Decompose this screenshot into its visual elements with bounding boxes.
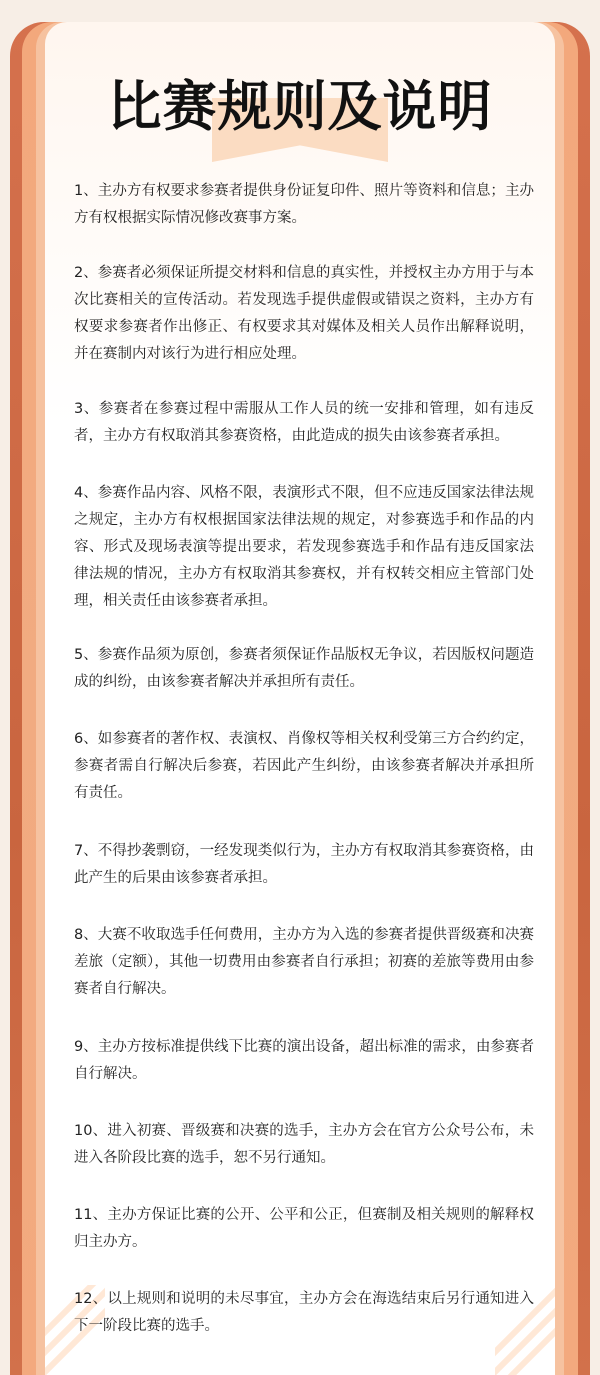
rule-item-6: 6、如参赛者的著作权、表演权、肖像权等相关权利受第三方合约约定，参赛者需自行解决后参赛，若因此产生纠纷，由该参赛者解决并承担所有责任。: [74, 731, 534, 801]
title-block: [0, 72, 600, 142]
rule-item-3: 3、参赛者在参赛过程中需服从工作人员的统一安排和管理，如有违反者，主办方有权取消其参赛资格，由此造成的损失由该参赛者承担。: [74, 401, 534, 444]
rule-item-1: 1、主办方有权要求参赛者提供身份证复印件、照片等资料和信息；主办方有权根据实际情况修改赛事方案。: [74, 183, 534, 226]
rule-item-8: 8、大赛不收取选手任何费用，主办方为入选的参赛者提供晋级赛和决赛差旅（定额），其他一切费用由参赛者自行承担；初赛的差旅等费用由参赛者自行解决。: [74, 927, 534, 997]
rule-item-10: 10、进入初赛、晋级赛和决赛的选手，主办方会在官方公众号公布，未进入各阶段比赛的选手，恕不另行通知。: [74, 1123, 534, 1166]
rule-item-4: 4、参赛作品内容、风格不限，表演形式不限，但不应违反国家法律法规之规定，主办方有权根据国家法律法规的规定，对参赛选手和作品的内容、形式及现场表演等提出要求，若发现参赛选手和作品有违反国家法律法规的情况，主办方有权取消其参赛权，并有权转交相应主管部门处理，相关责任由该参赛者承担。: [74, 485, 534, 609]
rule-item-12: 12、以上规则和说明的未尽事宜，主办方会在海选结束后另行通知进入下一阶段比赛的选手。: [74, 1291, 534, 1334]
rule-item-5: 5、参赛作品须为原创，参赛者须保证作品版权无争议，若因版权问题造成的纠纷，由该参赛者解决并承担所有责任。: [74, 647, 534, 690]
rule-item-2: 2、参赛者必须保证所提交材料和信息的真实性，并授权主办方用于与本次比赛相关的宣传活动。若发现选手提供虚假或错误之资料，主办方有权要求参赛者作出修正、有权要求其对媒体及相关人员作出解释说明，并在赛制内对该行为进行相应处理。: [74, 265, 534, 362]
rule-item-7: 7、不得抄袭剽窃，一经发现类似行为，主办方有权取消其参赛资格，由此产生的后果由该参赛者承担。: [74, 843, 534, 886]
rule-item-9: 9、主办方按标准提供线下比赛的演出设备，超出标准的需求，由参赛者自行解决。: [74, 1039, 534, 1082]
page-title: 比赛规则及说明: [107, 75, 493, 138]
rule-item-11: 11、主办方保证比赛的公开、公平和公正，但赛制及相关规则的解释权归主办方。: [74, 1207, 534, 1250]
